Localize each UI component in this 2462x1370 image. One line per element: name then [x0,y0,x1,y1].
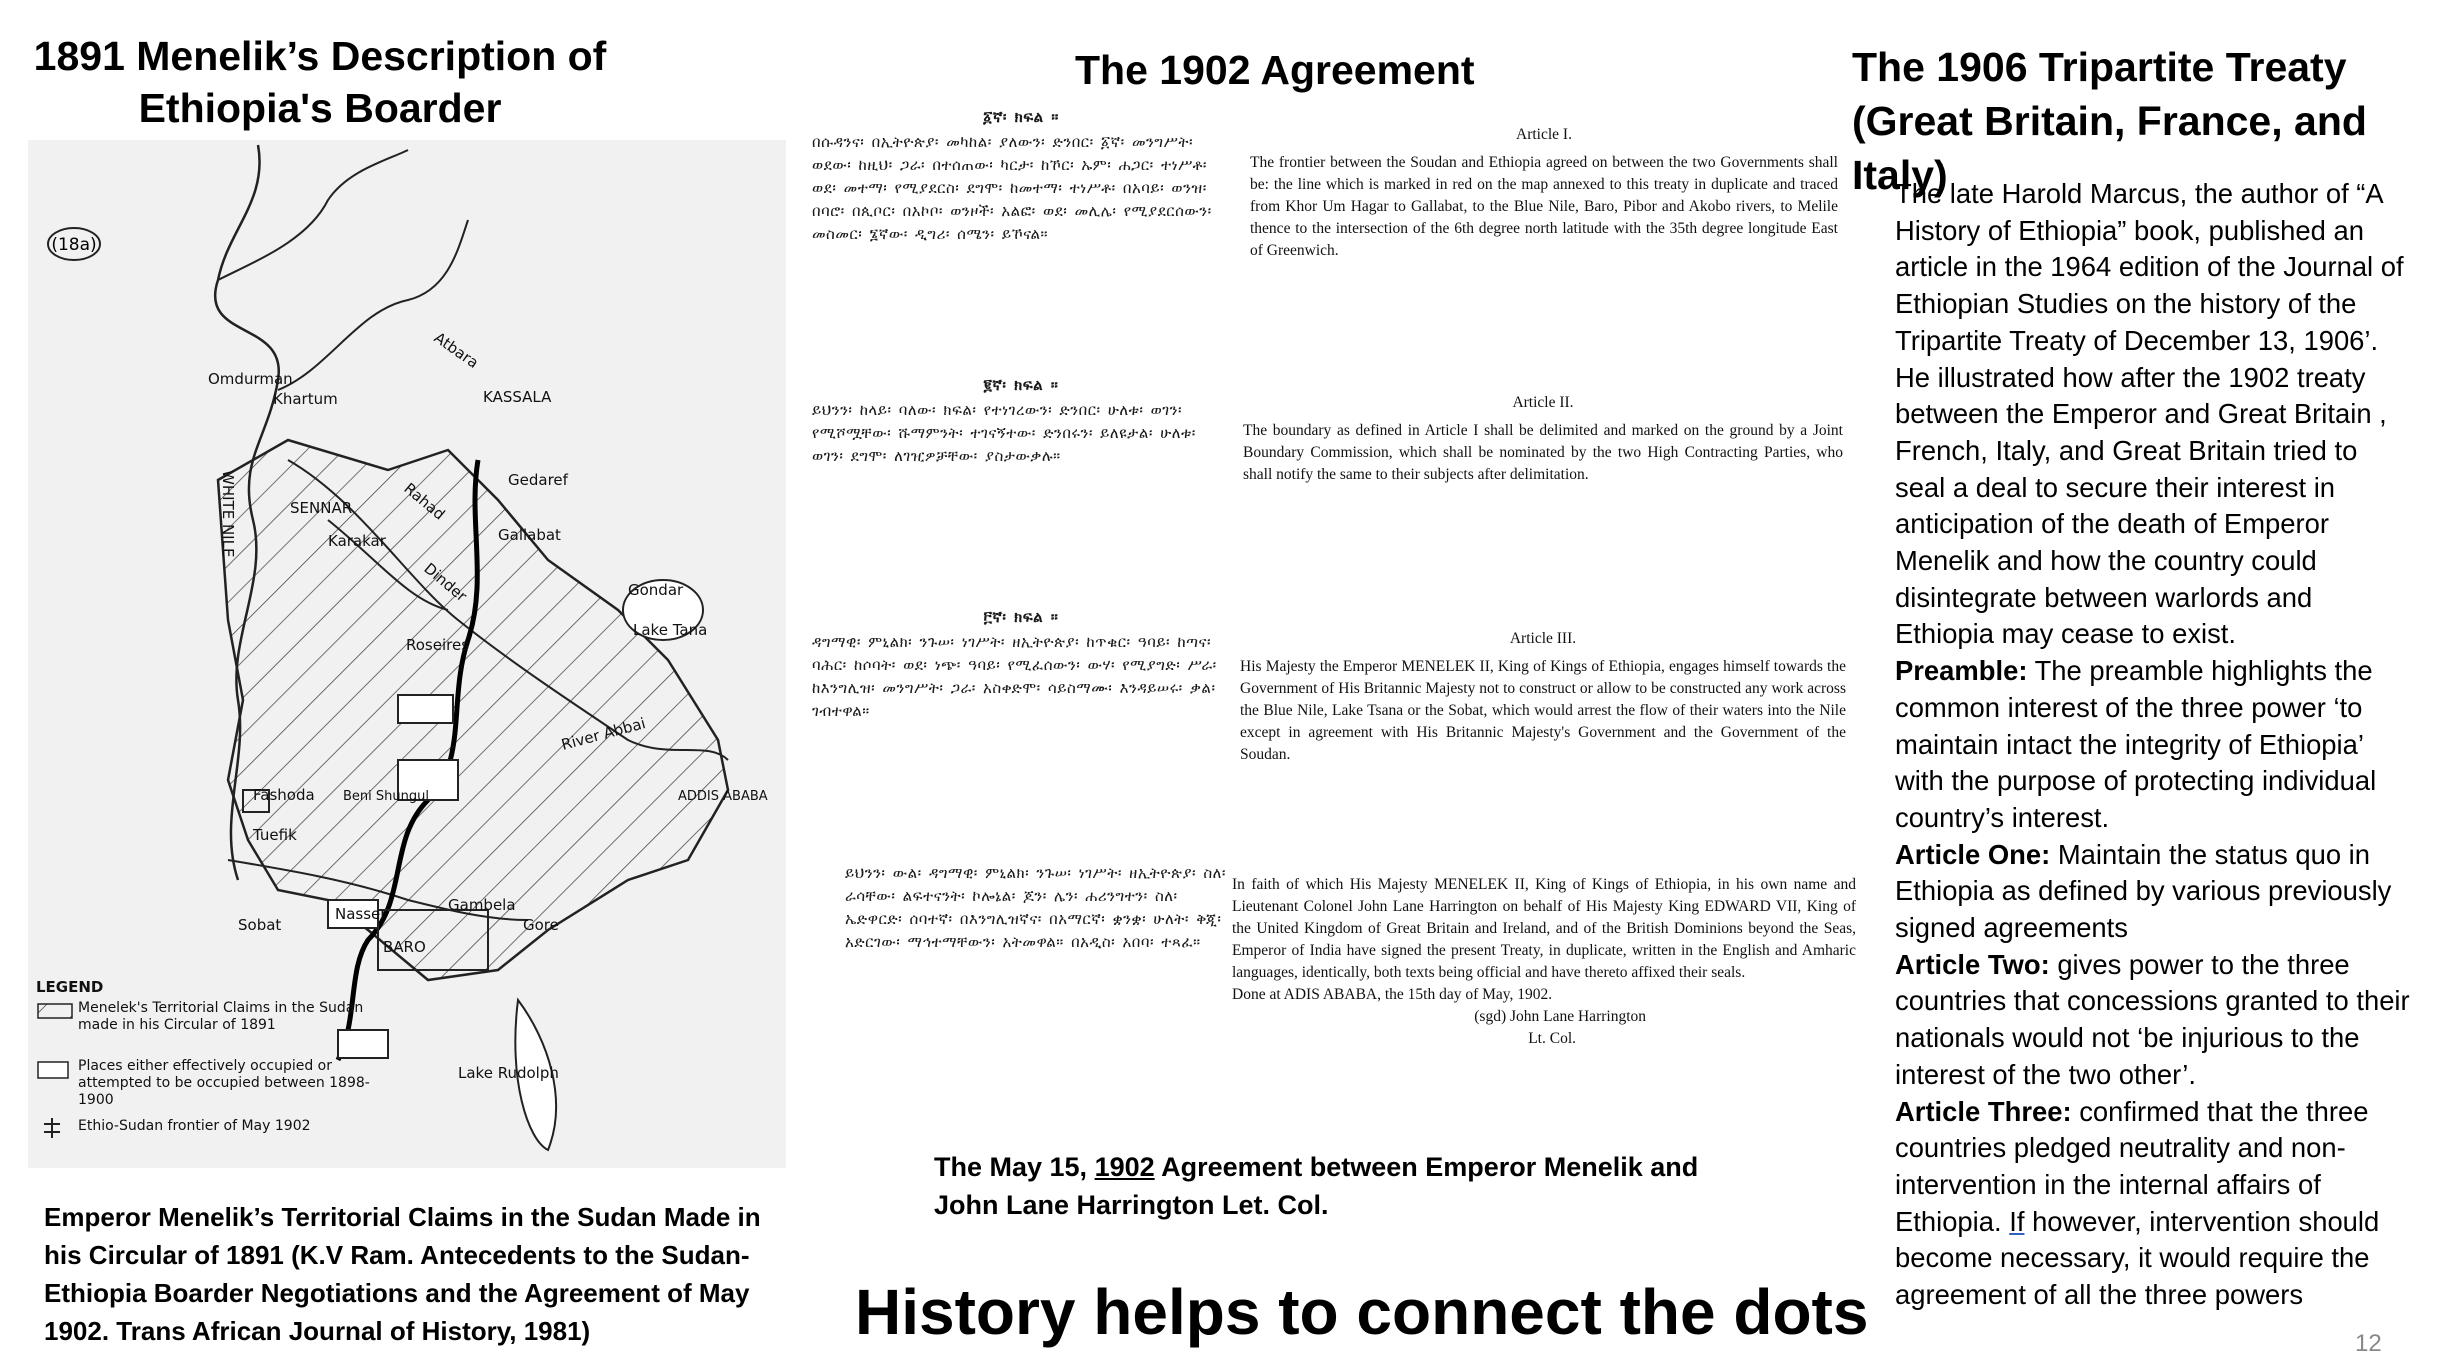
left-title [20,30,620,134]
map-label-white-nile: WHITE NILE [219,470,237,558]
article-three-if: If [2009,1205,2025,1237]
map-label-sobat: Sobat [238,916,282,934]
done-at-line: Done at ADIS ABABA, the 15th day of May, 1902. [1232,986,1553,1003]
amharic-article-1 [812,106,1230,246]
amharic-article-1-text: በሱዳንና፡ በኢትዮጵያ፡ መካከል፡ ያለውን፡ ድንበር፡ ፩ኛ፡ መንግሥት፡ ወደው፡ ከዚህ፡ ጋራ፡ በተሰጠው፡ ካርታ፡ ከኾር፡ ኡም፡ ሐጋር፡ ተነሥቶ፡ ወደ፡ መተማ፡ የሚያደርስ፡ ደግሞ፡ ከመተማ፡ ተነሥቶ፡ በአባይ፡ ወንዝ፡ በባሮ፡ በጲቦር፡ በአኮቦ፡ ወንዞች፡ አልፎ፡ ወደ፡ መሊሌ፡ የሚያደርሰውን፡ መስመር፡ ፮ኛው፡ ዲግሪ፡ ሰሜን፡ ይኾናል። [812,133,1212,243]
english-article-1-text: The frontier between the Soudan and Ethiopia agreed on between the two Governments shall be: the line which is marked in red on the map annexed to this treaty in duplicate and traced from Khor Um Hagar to Gallabat, to the Blue Nile, Baro, Pibor and Akobo rivers, to Melile thence to the intersection of the 6th degree north latitude with the 35th degree longitude East of Greenwich. [1250,154,1838,259]
map-label-baro: BARO [383,938,426,956]
figure-number-label: (18a) [51,235,97,255]
legend-swatch-frontier [44,1118,60,1138]
map-label-gallabat: Gallabat [498,526,561,544]
article-one-label: Article One: [1895,838,2051,870]
article-three-label: Article Three: [1895,1095,2072,1127]
map-label-fashoda: Fashoda [253,786,315,804]
legend-swatch-claims [38,1004,72,1018]
agreement-caption-year: 1902 [1094,1152,1155,1182]
page-number: 12 [2355,1330,2382,1357]
map-caption: Emperor Menelik’s Territorial Claims in the Sudan Made in his Circular of 1891 (K.V Ram. Antecedents to the Sudan-Ethiopia Boarder Negotiations and the Agreement of May 1902. Trans African Journal of History, 1981) [44,1202,761,1346]
article-two-text: gives power to the three countries that concessions granted to their nationals would not ‘be injurious to the interest of the two other’. [1895,948,2410,1090]
article-three-text-a: confirmed that the three countries pledged neutrality and non-intervention in the internal affairs of Ethiopia. [1895,1095,2369,1237]
map-label-tuefik: Tuefik [253,826,297,844]
legend-item-claims: Menelek's Territorial Claims in the Sudan made in his Circular of 1891 [78,1000,364,1033]
right-title-line-1: The 1906 Tripartite Treaty [1852,44,2347,90]
amharic-article-2-text: ይህንን፡ ከላይ፡ ባለው፡ ክፍል፡ የተነገረውን፡ ድንበር፡ ሁለቱ፡ ወገን፡ የሚሾሟቸው፡ ሹማምንት፡ ተገናኝተው፡ ድንበሩን፡ ይለዩታል፡ ሁለቱ፡ ወገን፡ ደግሞ፡ ለገዢዎቻቸው፡ ያስታውቃሉ። [812,401,1196,465]
english-closing [1232,874,1856,1050]
map-label-khartoum: Khartum [273,390,338,408]
map-label-beni-shungul: Beni Shungul [343,789,429,804]
english-article-3 [1240,628,1846,766]
amharic-article-3-heading: ፫ኛ፡ ክፍል ። [983,608,1059,626]
map-label-karakar: Karakar [328,532,386,550]
legend-item-occupied: Places either effectively occupied or attempted to be occupied between 1898-1900 [78,1058,370,1108]
atbara-river [278,220,468,390]
map-label-gambela: Gambela [448,896,516,914]
english-article-3-text: His Majesty the Emperor MENELEK II, King of Kings of Ethiopia, engages himself towards the Government of His Britannic Majesty not to construct or allow to be constructed any work across the Blue Nile, Lake Tsana or the Sobat, which would arrest the flow of their waters into the Nile except in agreement with His Britannic Majesty's Government and the Government of the Soudan. [1240,658,1846,763]
right-title-line-2: (Great Britain, France, and Italy) [1852,98,2367,198]
english-closing-text: In faith of which His Majesty MENELEK II, King of Kings of Ethiopia, in his own name and Lieutenant Colonel John Lane Harrington on behalf of His Majesty King EDWARD VII, King of the United Kingdom of Great Britain and Ireland, and of the British Dominions beyond the Seas, Emperor of India have signed the present Treaty, in duplicate, written in the English and Amharic languages, identically, both texts being official and have thereto affixed their seals. [1232,876,1856,981]
article-one-text: Maintain the status quo in Ethiopia as defined by various previously signed agreements [1895,838,2392,944]
map-label-atbara: Atbara [430,328,482,372]
map-label-gore: Gore [523,916,559,934]
map-label-lake-rudolph: Lake Rudolph [458,1064,559,1082]
territorial-claims-map [28,140,786,1168]
legend-title: LEGEND [36,978,104,996]
map-label-river-abbai: River Abbai [559,714,648,754]
preamble-label: Preamble: [1895,655,2028,687]
amharic-article-2-heading: ፪ኛ፡ ክፍል ። [983,376,1059,394]
english-article-2-text: The boundary as defined in Article I shall be delimited and marked on the ground by a Joint Boundary Commission, which shall be nominated by the two High Contracting Parties, who shall notify the same to their subjects after delimitation. [1243,422,1843,483]
article-two-label: Article Two: [1895,948,2050,980]
map-label-nasser: Nasser [335,905,387,923]
legend-item-frontier: Ethio-Sudan frontier of May 1902 [78,1118,311,1134]
legend-swatch-occupied [38,1062,68,1078]
preamble-paragraph [1895,653,2415,837]
english-article-2 [1243,392,1843,486]
article-three-text-b: however, intervention should become necessary, it would require the agreement of all the three powers [1895,1205,2380,1311]
map-label-gedaref: Gedaref [508,471,568,489]
left-title-line-1: 1891 Menelik’s Description of [33,33,607,79]
article-one-paragraph [1895,837,2415,947]
map-label-kassala: KASSALA [483,388,552,406]
map-label-sennar: SENNAR [290,499,353,517]
tripartite-treaty-text [1895,176,2415,1314]
signature-line: (sgd) John Lane Harrington [1474,1008,1646,1025]
tagline: History helps to connect the dots [855,1276,1869,1348]
map-label-addis-ababa: ADDIS ABABA [678,789,768,804]
map-label-omdurman: Omdurman [208,370,293,388]
amharic-closing [845,862,1230,954]
intro-paragraph: The late Harold Marcus, the author of “A History of Ethiopia” book, published an article in the 1964 edition of the Journal of Ethiopian Studies on the history of the Tripartite Treaty of December 13, 1906’. He illustrated how after the 1902 treaty between the Emperor and Great Britain , French, Italy, and Great Britain tried to seal a deal to secure their interest in anticipation of the death of Emperor Menelik and how the country could disintegrate between warlords and Ethiopia may cease to exist. [1895,178,2404,650]
nile-river-north [218,150,408,280]
amharic-article-2 [812,374,1230,468]
article-three-paragraph [1895,1094,2415,1314]
article-two-paragraph [1895,947,2415,1094]
english-article-1-heading: Article I. [1516,126,1572,143]
left-title-line-2: Ethiopia's Boarder [138,85,502,131]
agreement-caption-end: Agreement between Emperor Menelik and John Lane Harrington Let. Col. [934,1152,1699,1220]
agreement-caption [934,1148,1714,1224]
agreement-caption-start: The May 15, [934,1152,1095,1182]
rank-line: Lt. Col. [1528,1030,1576,1047]
map-label-rahad: Rahad [400,479,449,524]
map-label-roseires: Roseires [406,636,470,654]
preamble-text: The preamble highlights the common interest of the three power ‘to maintain intact the integrity of Ethiopia’ with the purpose of protecting individual country’s interest. [1895,655,2377,833]
english-article-3-heading: Article III. [1509,630,1577,647]
map-label-dinder: Dinder [420,559,471,606]
english-article-1 [1250,124,1838,262]
amharic-closing-text: ይህንን፡ ውል፡ ዳግማዊ፡ ምኒልክ፡ ንጉሠ፡ ነገሥት፡ ዘኢትዮጵያ፡ ስለ፡ ራሳቸው፡ ልፍተናንት፡ ኮሎኔል፡ ጆን፡ ሌን፡ ሐሪንግተን፡ ስለ፡ ኤድዋርድ፡ ሰባተኛ፡ በእንግሊዝኛና፡ በአማርኛ፡ ቋንቋ፡ ሁለት፡ ቅጂ፡ አድርገው፡ ማኅተማቸውን፡ አትመዋል። በአዲስ፡ አበባ፡ ተጻፈ። [845,864,1226,951]
english-article-2-heading: Article II. [1512,394,1574,411]
amharic-article-1-heading: ፩ኛ፡ ክፍል ። [983,108,1059,126]
occupied-box-4 [398,695,453,723]
middle-title: The 1902 Agreement [1075,47,1475,93]
map-label-gondar: Gondar [628,581,684,599]
amharic-article-3-text: ዳግማዊ፡ ምኒልክ፡ ንጉሠ፡ ነገሥት፡ ዘኢትዮጵያ፡ ከጥቁር፡ ዓባይ፡ ከጣና፡ ባሕር፡ ከሶባት፡ ወደ፡ ነጭ፡ ዓባይ፡ የሚፈሰውን፡ ውሃ፡ የሚያግድ፡ ሥራ፡ ከእንግሊዝ፡ መንግሥት፡ ጋራ፡ አስቀድሞ፡ ሳይስማሙ፡ እንዳይሠሩ፡ ቃል፡ ገብተዋል። [812,633,1217,720]
amharic-article-3 [812,606,1230,723]
map-drawing [28,140,786,1168]
map-label-lake-tana: Lake Tana [633,621,708,639]
